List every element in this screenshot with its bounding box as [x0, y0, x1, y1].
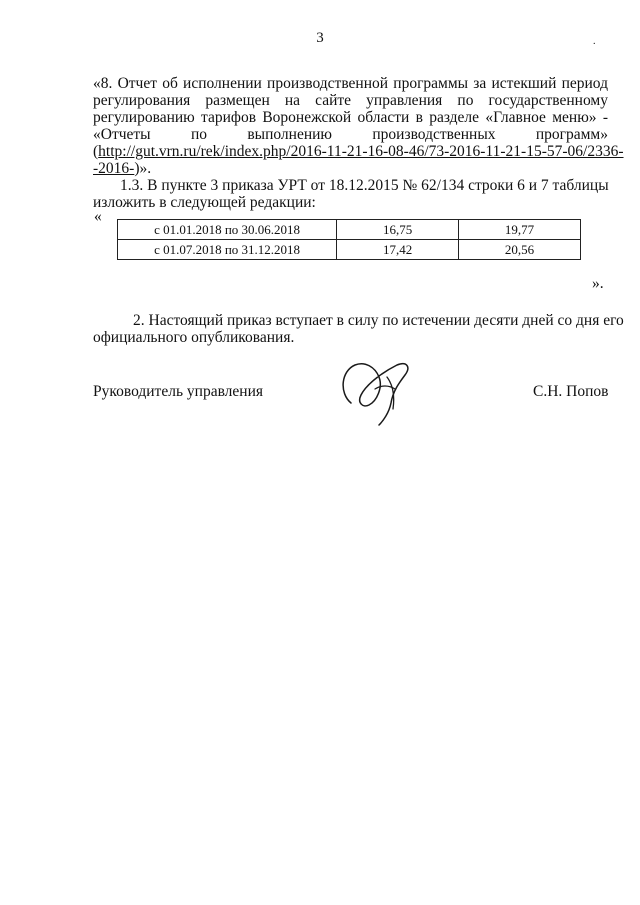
value-cell: 19,77	[459, 220, 581, 240]
period-cell: с 01.07.2018 по 31.12.2018	[118, 240, 337, 260]
rates-table	[117, 219, 581, 260]
paragraph-1-3-line-2: изложить в следующей редакции:	[93, 194, 316, 211]
close-quote: ».	[592, 275, 604, 292]
value-cell: 16,75	[337, 220, 459, 240]
paragraph-8-line-2: регулирования размещен на сайте управления по государственному	[93, 92, 608, 109]
period-cell: с 01.01.2018 по 30.06.2018	[118, 220, 337, 240]
paragraph-8-line-1: «8. Отчет об исполнении производственной программы за истекший период	[93, 75, 608, 92]
open-quote: «	[94, 208, 102, 225]
page-number: 3	[316, 30, 324, 46]
reports-link[interactable]: http://gut.vrn.ru/rek/index.php/2016-11-21-16-08-46/73-2016-11-21-15-57-06/2336-	[98, 143, 624, 160]
value-cell: 17,42	[337, 240, 459, 260]
table-row	[118, 220, 581, 240]
table-row	[118, 240, 581, 260]
signatory-title: Руководитель управления	[93, 383, 264, 400]
paragraph-2-line-2: официального опубликования.	[93, 329, 295, 346]
handwritten-signature	[335, 355, 415, 427]
paragraph-2-line-1: 2. Настоящий приказ вступает в силу по истечении десяти дней со дня его	[133, 312, 624, 329]
signatory-name: С.Н. Попов	[533, 383, 609, 400]
corner-mark: .	[593, 36, 596, 47]
value-cell: 20,56	[459, 240, 581, 260]
link-open-paren: (	[93, 143, 99, 160]
paragraph-1-3-line-1: 1.3. В пункте 3 приказа УРТ от 18.12.2015 № 62/134 строки 6 и 7 таблицы	[120, 177, 609, 194]
paragraph-8-line-3: регулированию тарифов Воронежской области в разделе «Главное меню» -	[93, 109, 608, 126]
reports-link-continuation[interactable]: -2016-	[93, 160, 135, 177]
link-close: )».	[134, 160, 152, 177]
paragraph-8-link-line-2	[93, 161, 151, 177]
paragraph-8-line-4: «Отчеты по выполнению производственных программ»	[93, 126, 608, 143]
paragraph-8-link-line-1	[93, 144, 624, 160]
